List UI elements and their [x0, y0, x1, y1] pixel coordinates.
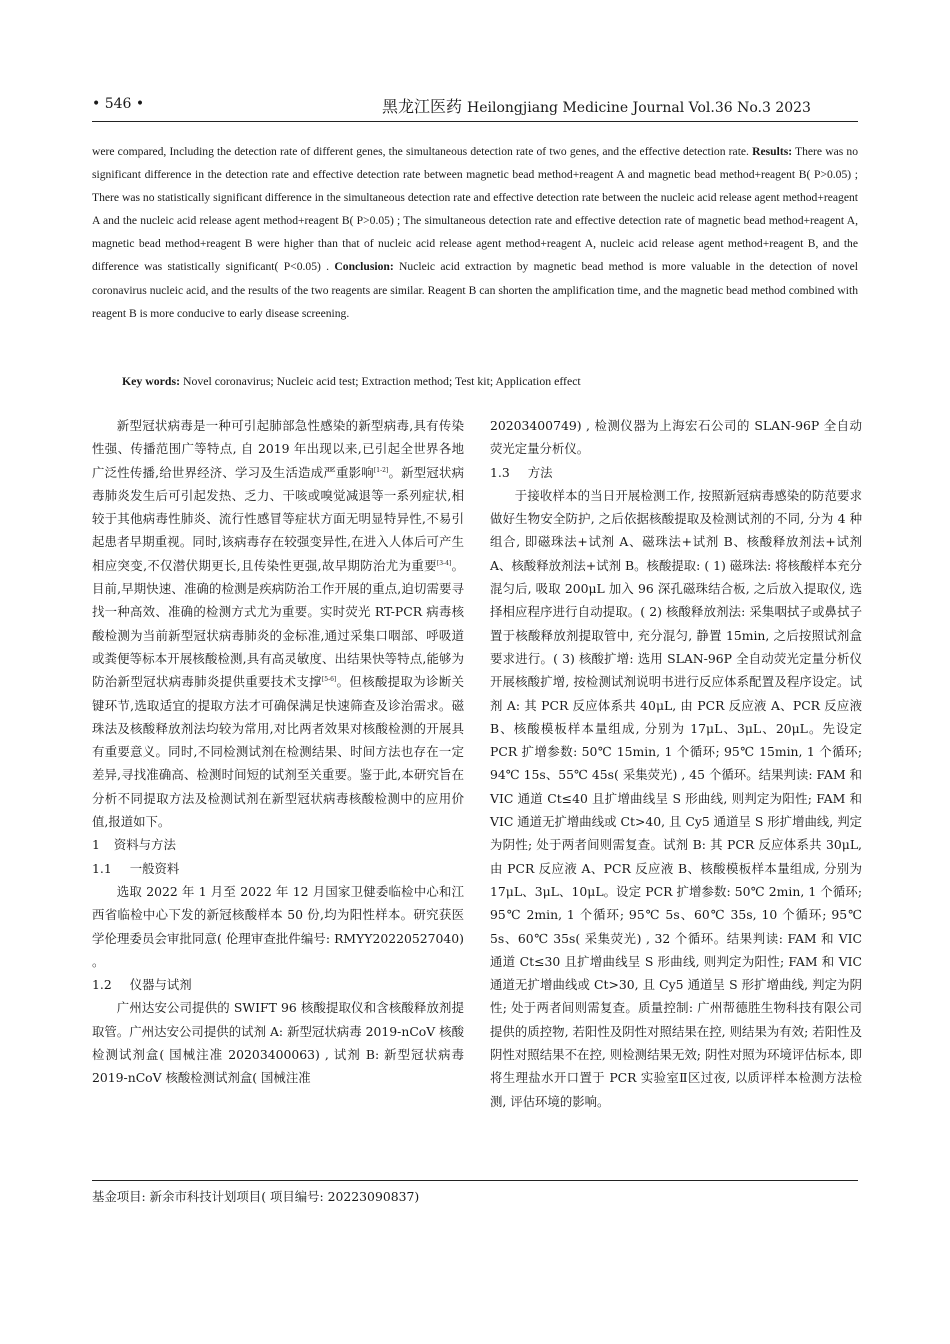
subsection-title: 一般资料: [129, 860, 180, 876]
intro-text-3: 。目前,早期快速、准确的检测是疾病防治工作开展的重点,迫切需要寻找一种高效、准确的检测方式尤为重要。实时荧光 RT-PCR 病毒核酸检测为当前新型冠状病毒肺炎的金标准,通过采集口咽部、呼吸道或粪便等标本开展核酸检测,具有高灵敏度、出结果快等特点,能够为防治新型冠状病毒肺炎提供重要技术支撑: [92, 557, 465, 690]
citation: [3-4]: [436, 559, 452, 567]
abstract-en: [92, 140, 858, 325]
journal-title: [382, 94, 811, 117]
subsection-heading-1-1: [92, 857, 464, 880]
abstract-methods-tail: were compared, Including the detection rate of different genes, the simultaneous detection rate of two genes, and the effective detection rate.: [92, 145, 749, 158]
journal-title-en: Heilongjiang Medicine Journal Vol.36 No.3 2023: [467, 100, 811, 116]
intro-text-2: 。新型冠状病毒肺炎发生后可引起发热、乏力、干咳或嗅觉减退等一系列症状,相较于其他病毒性肺炎、流行性感冒等症状方面无明显特异性,不易引起患者早期重视。同时,该病毒存在较强变异性,在进入人体后可产生相应突变,不仅潜伏期更长,且传染性更强,故早期防治尤为重要: [92, 464, 464, 573]
intro-paragraph: [92, 414, 464, 833]
intro-text-1: 新型冠状病毒是一种可引起肺部急性感染的新型病毒,具有传染性强、传播范围广等特点, 自 2019 年出现以来,已引起全世界各地广泛性传播,给世界经济、学习及生活造成严重影响: [92, 418, 464, 480]
subsection-title: 仪器与试剂: [129, 977, 192, 993]
paragraph-instruments: 广州达安公司提供的 SWIFT 96 核酸提取仪和含核酸释放剂提取管。广州达安公司提供的试剂 A: 新型冠状病毒 2019-nCoV 核酸检测试剂盒( 国械注准 20203400063) , 试剂 B: 新型冠状病毒 2019-nCoV 核酸检测试剂盒( 国械注准: [92, 1000, 464, 1086]
keywords: [122, 374, 862, 389]
intro-text-4: 。但核酸提取为诊断关键环节,选取适宜的提取方法才可确保满足快速筛查及诊治需求。磁珠法及核酸释放剂法均较为常用,对比两者效果对核酸检测的开展具有重要意义。同时,不同检测试剂在检测结果、时间方法也存在一定差异,寻找准确高、检测时间短的试剂至关重要。鉴于此,本研究旨在分析不同提取方法及检测试剂在新型冠状病毒核酸检测中的应用价值,报道如下。: [92, 674, 464, 830]
citation: [1-2]: [373, 466, 389, 474]
keywords-text: Novel coronavirus; Nucleic acid test; Extraction method; Test kit; Application effect: [182, 374, 581, 388]
keywords-label: Key words:: [122, 374, 180, 388]
page-number: • 546 •: [92, 96, 145, 112]
fund-footnote: 基金项目: 新余市科技计划项目( 项目编号: 20223090837): [92, 1189, 420, 1204]
results-label: Results:: [752, 145, 793, 158]
paragraph-methods: 于接收样本的当日开展检测工作, 按照新冠病毒感染的防范要求做好生物安全防护, 之后依据核酸提取及检测试剂的不同, 分为 4 种组合, 即磁珠法+试剂 A、磁珠法+试剂 B、核酸释放剂法+试剂 A、核酸释放剂法+试剂 B。核酸提取: ( 1) 磁珠法: 将核酸样本充分混匀后, 吸取 200μL 加入 96 深孔磁珠结合板, 之后放入提取仪, 选择相应程序进行自动提取。( 2) 核酸释放剂法: 采集咽拭子或鼻拭子置于核酸释放剂提取管中, 充分混匀, 静置 15min, 之后按照试剂盒要求进行。( 3) 核酸扩增: 选用 SLAN-96P 全自动荧光定量分析仪开展核酸扩增, 按检测试剂说明书进行反应体系配置及程序设定。试剂 A: 其 PCR 反应体系共 40μL, 由 PCR 反应液 A、PCR 反应液 B、核酸模板样本量组成, 分别为 17μL、3μL、20μL。先设定 PCR 扩增参数: 50℃ 15min, 1 个循环; 95℃ 15min, 1 个循环; 94℃ 15s、55℃ 45s( 采集荧光) , 45 个循环。结果判读: FAM 和 VIC 通道 Ct≤40 且扩增曲线呈 S 形曲线, 则判定为阳性; FAM 和 VIC 通道无扩增曲线或 Ct>40, 且 Cy5 通道呈 S 形扩增曲线, 判定为阴性; 处于两者间则需复查。试剂 B: 其 PCR 反应体系共 30μL, 由 PCR 反应液 A、PCR 反应液 B、核酸模板样本量组成, 分别为 17μL、3μL、10μL。设定 PCR 扩增参数: 50℃ 2min, 1 个循环; 95℃ 2min, 1 个循环; 95℃ 5s、60℃ 35s, 10 个循环; 95℃ 5s、60℃ 35s( 采集荧光) , 32 个循环。结果判读: FAM 和 VIC 通道 Ct≤30 且扩增曲线呈 S 形曲线, 则判定为阳性; FAM 和 VIC 通道无扩增曲线或 Ct>30, 且 Cy5 通道呈 S 形扩增曲线, 判定为阴性; 处于两者间则需复查。质量控制: 广州帮德胜生物科技有限公司提供的质控物, 若阳性及阴性对照结果在控, 则结果为有效; 若阳性及阴性对照结果不在控, 则检测结果无效; 阴性对照为环境评估标本, 即将生理盐水开口置于 PCR 实验室Ⅱ区过夜, 以质评样本检测方法检测, 评估环境的影响。: [490, 487, 862, 1109]
right-column: [490, 414, 862, 1113]
footnote-rule: [92, 1180, 858, 1181]
section-heading-1: [92, 833, 464, 856]
paragraph-general-data: 选取 2022 年 1 月至 2022 年 12 月国家卫健委临检中心和江西省临检中心下发的新冠核酸样本 50 份,均为阳性样本。研究获医学伦理委员会审批同意( 伦理审查批件编号: RMYY20220527040) 。: [92, 883, 464, 969]
citation: [5-6]: [321, 676, 337, 684]
section-number: 1: [92, 837, 100, 853]
subsection-number: 1.2: [92, 977, 112, 993]
running-header: [92, 94, 857, 118]
subsection-heading-1-2: [92, 973, 464, 996]
subsection-number: 1.3: [490, 464, 510, 480]
conclusion-text: Nucleic acid extraction by magnetic bead method is more valuable in the detection of novel coronavirus nucleic acid, and the results of the two reagents are similar. Reagent B can shorten the amplification time, and the magnetic bead method combined with reagent B is more conducive to early disease screening.: [92, 260, 858, 320]
journal-title-cn: 黑龙江医药: [382, 97, 463, 116]
left-column: [92, 414, 464, 1090]
results-text: There was no significant difference in the detection rate and effective detection rate between magnetic bead method+reagent A and magnetic bead method+reagent B( P>0.05) ; There was no statistically significant difference in the simultaneous detection rate and effective detection rate between the nucleic acid release agent method+reagent A and the nucleic acid release agent method+reagent B( P>0.05) ; The simultaneous detection rate and effective detection rate of magnetic bead method+reagent A, magnetic bead method+reagent B were higher than that of nucleic acid release agent method+reagent A, nucleic acid release agent method+reagent B, and the difference was statistically significant( P<0.05) .: [92, 145, 859, 274]
subsection-number: 1.1: [92, 860, 112, 876]
section-title: 资料与方法: [113, 837, 176, 853]
conclusion-label: Conclusion:: [334, 260, 394, 274]
subsection-title: 方法: [527, 464, 553, 480]
subsection-heading-1-3: [490, 461, 862, 484]
header-rule: [92, 121, 858, 122]
paragraph-instruments-cont: 20203400749) , 检测仪器为上海宏石公司的 SLAN-96P 全自动荧光定量分析仪。: [490, 418, 862, 457]
